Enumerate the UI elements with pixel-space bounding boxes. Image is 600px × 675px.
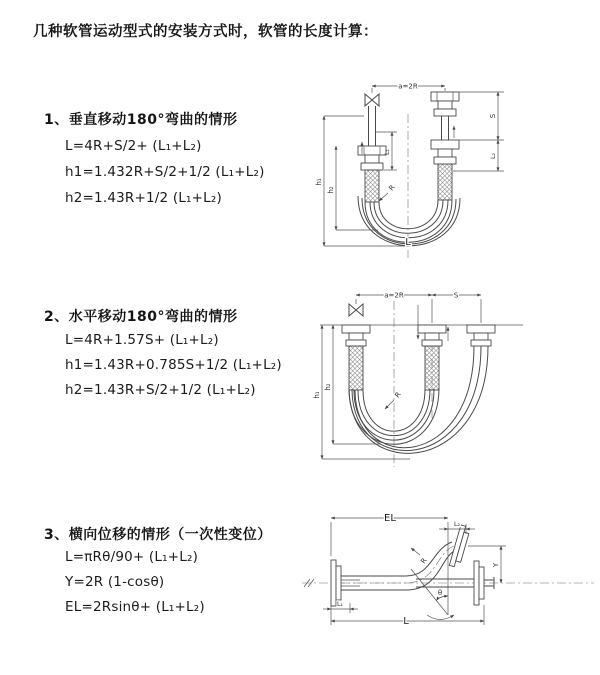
left-flange-stack — [342, 325, 370, 390]
angle-theta-marks — [411, 522, 454, 620]
dim-label-s: S — [453, 291, 459, 300]
section-3-heading: 3、横向位移的情形（一次性变位） — [44, 527, 272, 543]
dim-label-l2: L₂ — [453, 521, 461, 528]
dim-label-h1: h₁ — [313, 391, 321, 399]
formula-line: h1=1.43R+0.785S+1/2 (L₁+L₂) — [65, 357, 282, 373]
formula-line: EL=2Rsinθ+ (L₁+L₂) — [65, 599, 205, 615]
dim-label-y: Y — [492, 562, 500, 568]
dimension-l2 — [490, 140, 498, 171]
formula-line: Y=2R (1-cosθ) — [65, 574, 165, 590]
diagram-horizontal-bend — [310, 283, 600, 473]
dim-label-h2: h₂ — [327, 186, 335, 194]
dimension-l — [331, 605, 484, 627]
dimension-l2 — [439, 521, 475, 534]
page-title: 几种软管运动型式的安装方式时，软管的长度计算： — [33, 24, 378, 40]
dimension-a2r — [356, 292, 432, 300]
formula-line: h1=1.432R+S/2+1/2 (L₁+L₂) — [65, 164, 265, 180]
theta-label: θ — [437, 589, 443, 597]
diagram-vertical-bend — [312, 70, 597, 262]
formula-line: L=πRθ/90+ (L₁+L₂) — [65, 549, 199, 565]
braided-hose — [438, 164, 452, 200]
dim-label-a2r: a=2R — [398, 82, 418, 91]
section-2-heading: 2、水平移动180°弯曲的情形 — [44, 309, 238, 325]
formula-line: L=4R+1.57S+ (L₁+L₂) — [65, 332, 219, 348]
braided-hose — [365, 170, 379, 202]
valve-icon — [365, 94, 379, 106]
dim-label-el: EL — [384, 513, 396, 524]
formula-line: h2=1.43R+1/2 (L₁+L₂) — [65, 190, 222, 206]
dim-label-l2: L₂ — [490, 152, 497, 160]
radius-label: R — [393, 390, 403, 400]
dim-label-l1: L₁ — [384, 148, 391, 156]
radius-label: R — [387, 183, 397, 193]
moved-hose-arcs — [349, 346, 488, 453]
radius-callout — [411, 548, 429, 565]
dimension-a2r — [372, 83, 445, 94]
dimension-el — [331, 513, 448, 556]
braided-hose — [425, 346, 439, 390]
dim-label-l1: L₁ — [336, 601, 344, 608]
middle-flange-stack — [418, 325, 446, 390]
right-flange-stack — [467, 325, 495, 346]
right-pipe-assembly — [431, 92, 459, 200]
formula-line: L=4R+S/2+ (L₁+L₂) — [65, 138, 202, 154]
radius-callout — [379, 183, 397, 201]
dim-label-a2r: a=2R — [384, 291, 404, 300]
dim-label-h1: h₁ — [315, 178, 323, 186]
length-label: L — [405, 237, 411, 248]
dimension-s — [432, 292, 481, 300]
dimension-l1 — [323, 601, 358, 613]
section-1-heading: 1、垂直移动180°弯曲的情形 — [44, 112, 238, 128]
diagram-lateral-displacement — [298, 503, 600, 648]
radius-label: R — [419, 556, 429, 566]
formula-line: h2=1.43R+S/2+1/2 (L₁+L₂) — [65, 382, 256, 398]
dim-label-l: L — [403, 616, 409, 627]
valve-icon — [349, 304, 363, 316]
braided-hose — [349, 346, 363, 390]
dim-label-s: S — [489, 113, 497, 119]
dim-label-h2: h₂ — [324, 383, 332, 391]
